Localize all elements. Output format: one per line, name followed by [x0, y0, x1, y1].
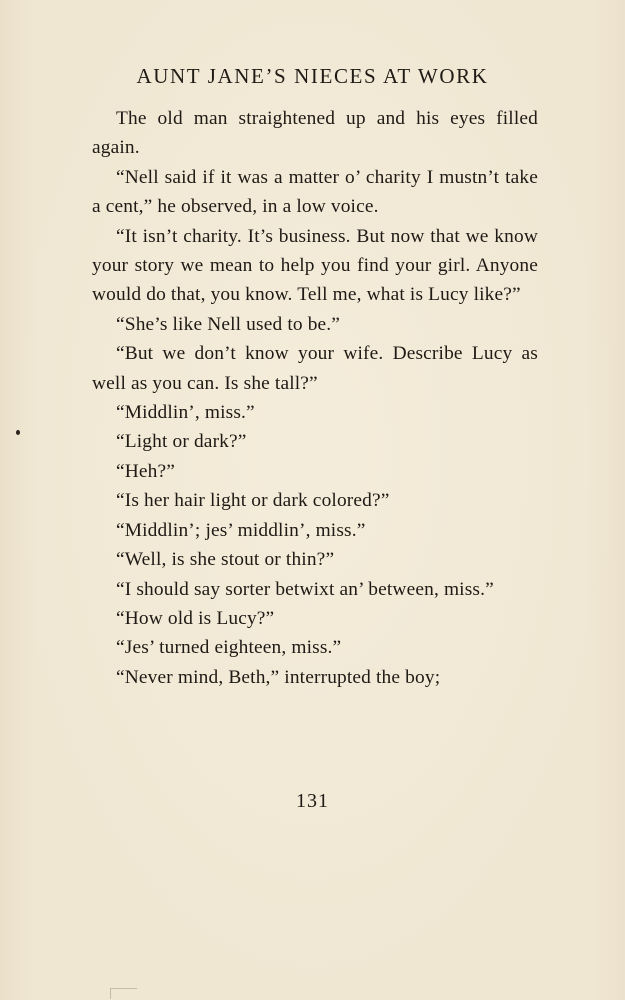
- paragraph: “Light or dark?”: [116, 431, 247, 453]
- paragraph: “How old is Lucy?”: [116, 607, 275, 629]
- paper-crease: [110, 988, 137, 999]
- paragraph: “Middlin’; jes’ middlin’, miss.”: [116, 519, 366, 541]
- paragraph: The old man straightened up and his eyes filled again.: [92, 108, 538, 159]
- paragraph: “I should say sorter betwixt an’ between, miss.”: [116, 578, 494, 600]
- body-text: [92, 104, 538, 692]
- ink-speck: [16, 430, 20, 435]
- page-number: 131: [296, 790, 329, 812]
- running-head: AUNT JANE’S NIECES AT WORK: [136, 64, 489, 88]
- paragraph: “Jes’ turned eighteen, miss.”: [116, 637, 342, 659]
- paragraph: “Middlin’, miss.”: [116, 402, 255, 424]
- paragraph: “Heh?”: [116, 460, 176, 482]
- paragraph: “Well, is she stout or thin?”: [116, 549, 335, 571]
- paragraph: “Never mind, Beth,” interrupted the boy;: [116, 666, 441, 688]
- paragraph: “Nell said if it was a matter o’ charity I mustn’t take a cent,” he observed, in a low voice.: [92, 166, 538, 218]
- paragraph: “She’s like Nell used to be.”: [116, 313, 341, 335]
- paragraph: “It isn’t charity. It’s business. But now that we know your story we mean to help you find your girl. Anyone would do that, you know. Tell me, what is Lucy like?”: [92, 225, 538, 306]
- paragraph: “Is her hair light or dark colored?”: [116, 490, 390, 512]
- paragraph: “But we don’t know your wife. Describe Lucy as well as you can. Is she tall?”: [92, 343, 538, 394]
